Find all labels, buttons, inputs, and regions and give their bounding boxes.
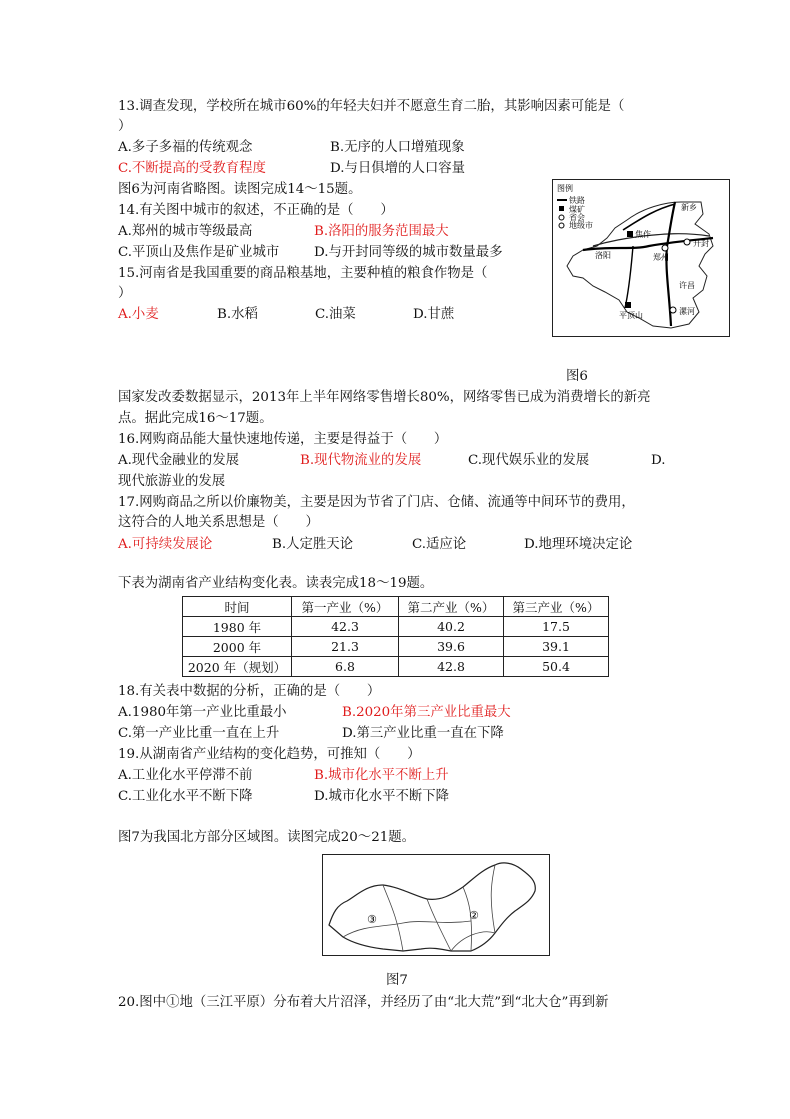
region-label-2: ② bbox=[469, 909, 479, 922]
table-header-cell: 第三产业（%） bbox=[504, 597, 609, 617]
zhengzhou-marker bbox=[662, 245, 668, 251]
q16-option-b: B.现代物流业的发展 bbox=[300, 453, 422, 468]
region-outline bbox=[329, 863, 535, 951]
q15-option-c: C.油菜 bbox=[315, 307, 356, 322]
city-pingdingshan: 平顶山 bbox=[619, 311, 643, 320]
boundary bbox=[343, 921, 471, 937]
q17-option-a: A.可持续发展论 bbox=[118, 537, 213, 552]
legend-coal: 煤矿 bbox=[569, 205, 585, 214]
table-row bbox=[183, 657, 609, 677]
north-china-map-figure bbox=[322, 854, 550, 956]
industry-structure-table bbox=[182, 596, 609, 677]
city-zhengzhou: 郑州 bbox=[653, 253, 669, 262]
table-cell: 39.1 bbox=[504, 637, 609, 657]
kaifeng-marker bbox=[684, 239, 690, 245]
intro-fig6: 图6为河南省略图。读图完成14～15题。 bbox=[118, 182, 362, 197]
q15-stem-line1: 15.河南省是我国重要的商品粮基地，主要种植的粮食作物是（ bbox=[118, 266, 488, 281]
q18-option-b: B.2020年第三产业比重最大 bbox=[342, 705, 511, 720]
boundary bbox=[491, 865, 495, 933]
q15-stem-line2: ） bbox=[118, 286, 132, 301]
intro-16-line2: 点。据此完成16～17题。 bbox=[118, 411, 273, 426]
q18-option-c: C.第一产业比重一直在上升 bbox=[118, 726, 280, 741]
fig7-caption: 图7 bbox=[386, 973, 408, 988]
table-cell: 42.8 bbox=[399, 657, 504, 677]
q19-option-d: D.城市化水平不断下降 bbox=[314, 789, 450, 804]
q14-option-c: C.平顶山及焦作是矿业城市 bbox=[118, 245, 280, 260]
q15-option-d: D.甘蔗 bbox=[413, 307, 455, 322]
q16-option-d-prefix: D. bbox=[651, 453, 666, 468]
city-xinxiang: 新乡 bbox=[681, 203, 697, 212]
q13-option-b: B.无序的人口增殖现象 bbox=[330, 140, 465, 155]
legend-capital: 省会 bbox=[569, 213, 585, 222]
boundary bbox=[451, 932, 495, 951]
north-china-map bbox=[323, 855, 549, 955]
intro-20: 图7为我国北方部分区域图。读图完成20～21题。 bbox=[118, 830, 416, 845]
intro-16-line1: 国家发改委数据显示，2013年上半年网络零售增长80%，网络零售已成为消费增长的新亮 bbox=[118, 390, 651, 405]
region-label-3: ③ bbox=[367, 913, 377, 926]
city-xuchang: 许昌 bbox=[679, 281, 695, 290]
henan-map bbox=[553, 180, 729, 336]
q16-option-a: A.现代金融业的发展 bbox=[118, 453, 240, 468]
table-row bbox=[183, 637, 609, 657]
table-cell: 6.8 bbox=[292, 657, 399, 677]
q16-stem: 16.网购商品能大量快速地传递，主要是得益于（ ） bbox=[118, 432, 448, 447]
table-cell: 1980 年 bbox=[183, 617, 292, 637]
table-cell: 2020 年（规划） bbox=[183, 657, 292, 677]
table-cell: 2000 年 bbox=[183, 637, 292, 657]
boundary bbox=[427, 899, 451, 951]
q20-stem: 20.图中①地（三江平原）分布着大片沼泽，并经历了由“北大荒”到“北大仓”再到新 bbox=[118, 995, 609, 1010]
table-cell: 42.3 bbox=[292, 617, 399, 637]
table-cell: 17.5 bbox=[504, 617, 609, 637]
coal-mine-legend-icon bbox=[559, 206, 564, 211]
q13-option-a: A.多子多福的传统观念 bbox=[118, 140, 253, 155]
q18-option-a: A.1980年第一产业比重最小 bbox=[118, 705, 287, 720]
city-legend-icon bbox=[559, 223, 564, 228]
city-luohe: 漯河 bbox=[679, 307, 695, 316]
table-header-row bbox=[183, 597, 609, 617]
legend-city: 地级市 bbox=[569, 221, 593, 230]
q13-stem-line1: 13.调查发现，学校所在城市60%的年轻夫妇并不愿意生育二胎，其影响因素可能是（ bbox=[118, 99, 625, 114]
table-header-cell: 第二产业（%） bbox=[399, 597, 504, 617]
table-cell: 21.3 bbox=[292, 637, 399, 657]
q19-stem: 19.从湖南省产业结构的变化趋势，可推知（ ） bbox=[118, 747, 421, 762]
q14-stem: 14.有关图中城市的叙述，不正确的是（ ） bbox=[118, 203, 394, 218]
table-cell: 40.2 bbox=[399, 617, 504, 637]
q17-option-d: D.地理环境决定论 bbox=[524, 537, 633, 552]
railway-south bbox=[625, 246, 633, 308]
city-jiaozuo: 焦作 bbox=[635, 230, 651, 239]
table-cell: 50.4 bbox=[504, 657, 609, 677]
table-header-cell: 第一产业（%） bbox=[292, 597, 399, 617]
q15-option-b: B.水稻 bbox=[217, 307, 258, 322]
q18-stem: 18.有关表中数据的分析，正确的是（ ） bbox=[118, 684, 381, 699]
q18-option-d: D.第三产业比重一直在下降 bbox=[342, 726, 504, 741]
q17-stem-line2: 这符合的人地关系思想是（ ） bbox=[118, 515, 319, 530]
table-header-cell: 时间 bbox=[183, 597, 292, 617]
fig6-caption: 图6 bbox=[566, 369, 588, 384]
q17-option-c: C.适应论 bbox=[412, 537, 467, 552]
luohe-marker bbox=[670, 307, 676, 313]
q19-option-b: B.城市化水平不断上升 bbox=[314, 768, 449, 783]
q15-option-a: A.小麦 bbox=[118, 307, 159, 322]
q13-stem-line2: ） bbox=[118, 119, 132, 134]
q17-stem-line1: 17.网购商品之所以价廉物美，主要是因为节省了门店、仓储、流通等中间环节的费用， bbox=[118, 495, 635, 510]
intro-18: 下表为湖南省产业结构变化表。读表完成18～19题。 bbox=[118, 576, 434, 591]
q14-option-b: B.洛阳的服务范围最大 bbox=[314, 224, 449, 239]
q14-option-a: A.郑州的城市等级最高 bbox=[118, 224, 253, 239]
boundary bbox=[383, 885, 403, 951]
legend-railway: 铁路 bbox=[569, 196, 585, 205]
jiaozuo-marker bbox=[627, 231, 633, 237]
city-luoyang: 洛阳 bbox=[595, 251, 611, 260]
q14-option-d: D.与开封同等级的城市数量最多 bbox=[314, 245, 503, 260]
henan-map-figure bbox=[552, 179, 730, 337]
pingdingshan-marker bbox=[625, 302, 631, 308]
q13-option-c: C.不断提高的受教育程度 bbox=[118, 161, 266, 176]
table-row bbox=[183, 617, 609, 637]
table-cell: 39.6 bbox=[399, 637, 504, 657]
q16-option-c: C.现代娱乐业的发展 bbox=[468, 453, 590, 468]
legend-title: 图例 bbox=[557, 184, 573, 193]
capital-legend-icon bbox=[559, 215, 564, 220]
q19-option-a: A.工业化水平停滞不前 bbox=[118, 768, 253, 783]
q16-option-d: 现代旅游业的发展 bbox=[118, 474, 226, 489]
q17-option-b: B.人定胜天论 bbox=[272, 537, 354, 552]
q13-option-d: D.与日俱增的人口容量 bbox=[330, 161, 466, 176]
city-kaifeng: 开封 bbox=[693, 239, 709, 248]
q19-option-c: C.工业化水平不断下降 bbox=[118, 789, 253, 804]
